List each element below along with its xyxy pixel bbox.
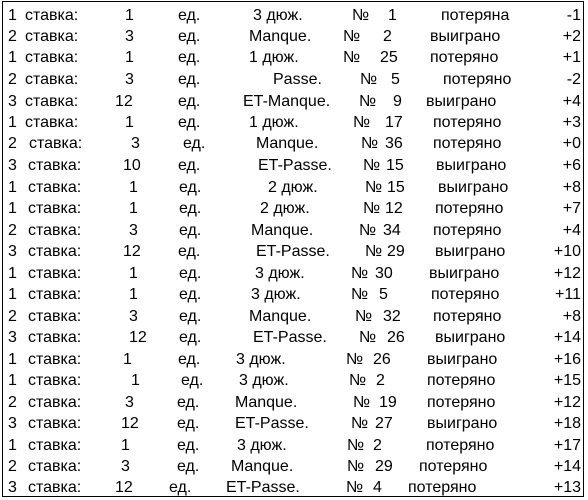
stake-label: ставка: (25, 114, 79, 131)
log-row (3, 198, 585, 220)
outcome-label: выиграно (427, 415, 498, 432)
bet-type: 1 дюж. (249, 49, 299, 66)
log-row (3, 69, 585, 91)
number-sign: № (346, 479, 364, 496)
outcome-label: потеряно (427, 372, 496, 389)
number-sign: № (351, 415, 369, 432)
outcome-label: потеряна (441, 7, 510, 24)
stake-index: 1 (8, 351, 17, 368)
spin-number: 30 (375, 265, 393, 282)
log-row (3, 133, 585, 155)
number-sign: № (363, 157, 381, 174)
outcome-label: выиграно (429, 265, 500, 282)
unit-label: ед. (179, 200, 202, 217)
log-row (3, 241, 585, 263)
running-total: +18 (553, 415, 581, 432)
stake-label: ставка: (28, 157, 82, 174)
stake-label: ставка: (28, 458, 82, 475)
stake-index: 3 (8, 93, 17, 110)
outcome-label: выиграно (436, 157, 507, 174)
amount-value: 1 (125, 7, 134, 24)
stake-index: 1 (8, 179, 17, 196)
unit-label: ед. (181, 372, 204, 389)
running-total: +14 (553, 329, 581, 346)
spin-number: 25 (380, 49, 398, 66)
stake-label: ставка: (28, 286, 82, 303)
unit-label: ед. (178, 157, 201, 174)
amount-value: 1 (129, 265, 138, 282)
running-total: +4 (562, 222, 581, 239)
outcome-label: выиграно (435, 243, 506, 260)
number-sign: № (363, 200, 381, 217)
number-sign: № (343, 28, 361, 45)
bet-type: Manque. (249, 308, 312, 325)
running-total: +10 (553, 243, 581, 260)
stake-label: ставка: (28, 415, 82, 432)
amount-value: 12 (115, 93, 133, 110)
stake-index: 3 (8, 329, 17, 346)
bet-type: Manque. (256, 135, 319, 152)
log-row (3, 91, 585, 113)
bet-type: ET-Passe. (256, 243, 330, 260)
bet-type: 3 дюж. (239, 372, 289, 389)
spin-number: 19 (379, 394, 397, 411)
stake-index: 3 (8, 479, 17, 496)
log-row (3, 413, 585, 435)
running-total: +4 (562, 93, 581, 110)
amount-value: 12 (121, 415, 139, 432)
log-row (3, 306, 585, 328)
log-row (3, 477, 585, 499)
spin-number: 26 (373, 351, 391, 368)
log-row (3, 349, 585, 371)
spin-number: 5 (391, 71, 400, 88)
number-sign: № (349, 372, 367, 389)
bet-type: 3 дюж. (255, 265, 305, 282)
spin-number: 36 (385, 135, 403, 152)
amount-value: 3 (121, 458, 130, 475)
number-sign: № (361, 135, 379, 152)
log-row (3, 26, 585, 48)
outcome-label: выиграно (430, 28, 501, 45)
number-sign: № (365, 179, 383, 196)
stake-index: 3 (8, 415, 17, 432)
stake-label: ставка: (29, 135, 83, 152)
spin-number: 15 (386, 157, 404, 174)
amount-value: 3 (129, 222, 138, 239)
amount-value: 1 (129, 200, 138, 217)
number-sign: № (359, 329, 377, 346)
amount-value: 12 (129, 329, 147, 346)
running-total: +17 (553, 437, 581, 454)
number-sign: № (352, 7, 370, 24)
bet-type: ET-Manque. (243, 93, 331, 110)
spin-number: 1 (388, 7, 397, 24)
unit-label: ед. (177, 437, 200, 454)
stake-label: ставка: (28, 351, 82, 368)
number-sign: № (365, 243, 383, 260)
amount-value: 3 (125, 394, 134, 411)
running-total: -1 (566, 7, 581, 24)
number-sign: № (346, 351, 364, 368)
outcome-label: выиграно (438, 179, 509, 196)
stake-index: 2 (8, 308, 17, 325)
stake-index: 2 (8, 394, 17, 411)
spin-number: 12 (385, 200, 403, 217)
outcome-label: потеряно (435, 200, 504, 217)
stake-index: 1 (8, 114, 17, 131)
stake-label: ставка: (25, 7, 79, 24)
unit-label: ед. (178, 7, 201, 24)
outcome-label: выиграно (426, 93, 497, 110)
bet-type: Manque. (231, 458, 294, 475)
stake-label: ставка: (28, 394, 82, 411)
stake-index: 2 (8, 28, 17, 45)
outcome-label: выиграно (435, 329, 506, 346)
running-total: +13 (553, 479, 581, 496)
outcome-label: потеряно (430, 49, 499, 66)
stake-index: 1 (8, 200, 17, 217)
stake-index: 2 (8, 222, 17, 239)
log-row (3, 263, 585, 285)
log-row (3, 47, 585, 69)
outcome-label: потеряно (427, 394, 496, 411)
bet-type: 3 дюж. (236, 351, 286, 368)
amount-value: 1 (129, 179, 138, 196)
running-total: +0 (562, 135, 581, 152)
running-total: +1 (562, 49, 581, 66)
running-total: +3 (562, 114, 581, 131)
bet-type: Manque. (235, 394, 298, 411)
stake-index: 2 (8, 135, 17, 152)
number-sign: № (343, 49, 361, 66)
bet-type: Manque. (251, 222, 314, 239)
amount-value: 3 (125, 28, 134, 45)
unit-label: ед. (178, 351, 201, 368)
unit-label: ед. (178, 243, 201, 260)
spin-number: 9 (393, 93, 402, 110)
log-row (3, 456, 585, 478)
stake-index: 1 (8, 437, 17, 454)
amount-value: 1 (129, 286, 138, 303)
amount-value: 12 (123, 243, 141, 260)
number-sign: № (347, 437, 365, 454)
bet-type: ET-Passe. (258, 157, 332, 174)
outcome-label: потеряно (433, 308, 502, 325)
bet-type: 3 дюж. (237, 437, 287, 454)
amount-value: 3 (129, 308, 138, 325)
number-sign: № (347, 458, 365, 475)
number-sign: № (355, 308, 373, 325)
betting-log-table (2, 1, 584, 497)
unit-label: ед. (178, 93, 201, 110)
amount-value: 1 (123, 351, 132, 368)
amount-value: 1 (125, 49, 134, 66)
unit-label: ед. (179, 286, 202, 303)
number-sign: № (351, 286, 369, 303)
stake-label: ставка: (28, 265, 82, 282)
stake-index: 2 (8, 71, 17, 88)
amount-value: 1 (121, 437, 130, 454)
spin-number: 2 (383, 28, 392, 45)
number-sign: № (360, 71, 378, 88)
bet-type: 3 дюж. (253, 7, 303, 24)
unit-label: ед. (178, 28, 201, 45)
unit-label: ед. (179, 329, 202, 346)
spin-number: 2 (376, 372, 385, 389)
outcome-label: потеряно (408, 479, 477, 496)
stake-index: 3 (8, 157, 17, 174)
stake-index: 3 (8, 243, 17, 260)
stake-label: ставка: (28, 200, 82, 217)
amount-value: 3 (131, 135, 140, 152)
unit-label: ед. (177, 458, 200, 475)
stake-index: 1 (8, 7, 17, 24)
outcome-label: потеряно (433, 135, 502, 152)
unit-label: ед. (183, 135, 206, 152)
bet-type: 2 дюж. (260, 200, 310, 217)
stake-label: ставка: (25, 93, 79, 110)
spin-number: 29 (375, 458, 393, 475)
log-row (3, 435, 585, 457)
stake-index: 1 (8, 372, 17, 389)
stake-label: ставка: (25, 71, 79, 88)
stake-label: ставка: (28, 437, 82, 454)
amount-value: 12 (115, 479, 133, 496)
stake-label: ставка: (28, 179, 82, 196)
outcome-label: потеряно (443, 71, 512, 88)
amount-value: 1 (131, 372, 140, 389)
spin-number: 26 (387, 329, 405, 346)
spin-number: 34 (383, 222, 401, 239)
spin-number: 2 (373, 437, 382, 454)
outcome-label: потеряно (433, 222, 502, 239)
running-total: +12 (553, 394, 581, 411)
running-total: +7 (562, 200, 581, 217)
running-total: +8 (562, 179, 581, 196)
stake-index: 1 (8, 286, 17, 303)
running-total: +12 (553, 265, 581, 282)
outcome-label: потеряно (433, 114, 502, 131)
unit-label: ед. (177, 415, 200, 432)
log-row (3, 155, 585, 177)
log-row (3, 220, 585, 242)
stake-label: ставка: (28, 222, 82, 239)
spin-number: 27 (375, 415, 393, 432)
running-total: +15 (553, 372, 581, 389)
bet-type: ET-Passe. (235, 415, 309, 432)
running-total: -2 (566, 71, 581, 88)
log-row (3, 327, 585, 349)
bet-type: 1 дюж. (249, 114, 299, 131)
unit-label: ед. (179, 222, 202, 239)
spin-number: 17 (385, 114, 403, 131)
amount-value: 3 (125, 71, 134, 88)
unit-label: ед. (178, 114, 201, 131)
stake-label: ставка: (28, 329, 82, 346)
running-total: +11 (555, 286, 581, 303)
log-row (3, 370, 585, 392)
number-sign: № (353, 114, 371, 131)
unit-label: ед. (177, 394, 200, 411)
bet-type: 2 дюж. (268, 179, 318, 196)
running-total: +2 (562, 28, 581, 45)
unit-label: ед. (179, 308, 202, 325)
spin-number: 32 (383, 308, 401, 325)
stake-index: 2 (8, 458, 17, 475)
outcome-label: потеряно (426, 437, 495, 454)
stake-label: ставка: (28, 372, 82, 389)
stake-index: 1 (8, 265, 17, 282)
number-sign: № (359, 93, 377, 110)
spin-number: 15 (387, 179, 405, 196)
unit-label: ед. (179, 179, 202, 196)
number-sign: № (351, 265, 369, 282)
unit-label: ед. (178, 71, 201, 88)
number-sign: № (359, 222, 377, 239)
log-row (3, 112, 585, 134)
amount-value: 1 (125, 114, 134, 131)
spin-number: 4 (373, 479, 382, 496)
stake-label: ставка: (25, 49, 79, 66)
outcome-label: потеряно (419, 458, 488, 475)
stake-label: ставка: (25, 28, 79, 45)
bet-type: Manque. (249, 28, 312, 45)
unit-label: ед. (169, 479, 192, 496)
log-row (3, 284, 585, 306)
number-sign: № (353, 394, 371, 411)
stake-label: ставка: (28, 479, 82, 496)
outcome-label: выиграно (427, 351, 498, 368)
spin-number: 29 (387, 243, 405, 260)
log-row (3, 392, 585, 414)
running-total: +14 (553, 458, 581, 475)
bet-type: 3 дюж. (251, 286, 301, 303)
bet-type: ET-Passe. (226, 479, 300, 496)
log-row (3, 5, 585, 27)
bet-type: ET-Passe. (253, 329, 327, 346)
unit-label: ед. (179, 265, 202, 282)
running-total: +6 (562, 157, 581, 174)
running-total: +8 (562, 308, 581, 325)
spin-number: 5 (379, 286, 388, 303)
unit-label: ед. (178, 49, 201, 66)
stake-index: 1 (8, 49, 17, 66)
amount-value: 10 (123, 157, 141, 174)
running-total: +16 (553, 351, 581, 368)
outcome-label: потеряно (431, 286, 500, 303)
stake-label: ставка: (28, 243, 82, 260)
stake-label: ставка: (28, 308, 82, 325)
bet-type: Passe. (273, 71, 322, 88)
log-row (3, 177, 585, 199)
